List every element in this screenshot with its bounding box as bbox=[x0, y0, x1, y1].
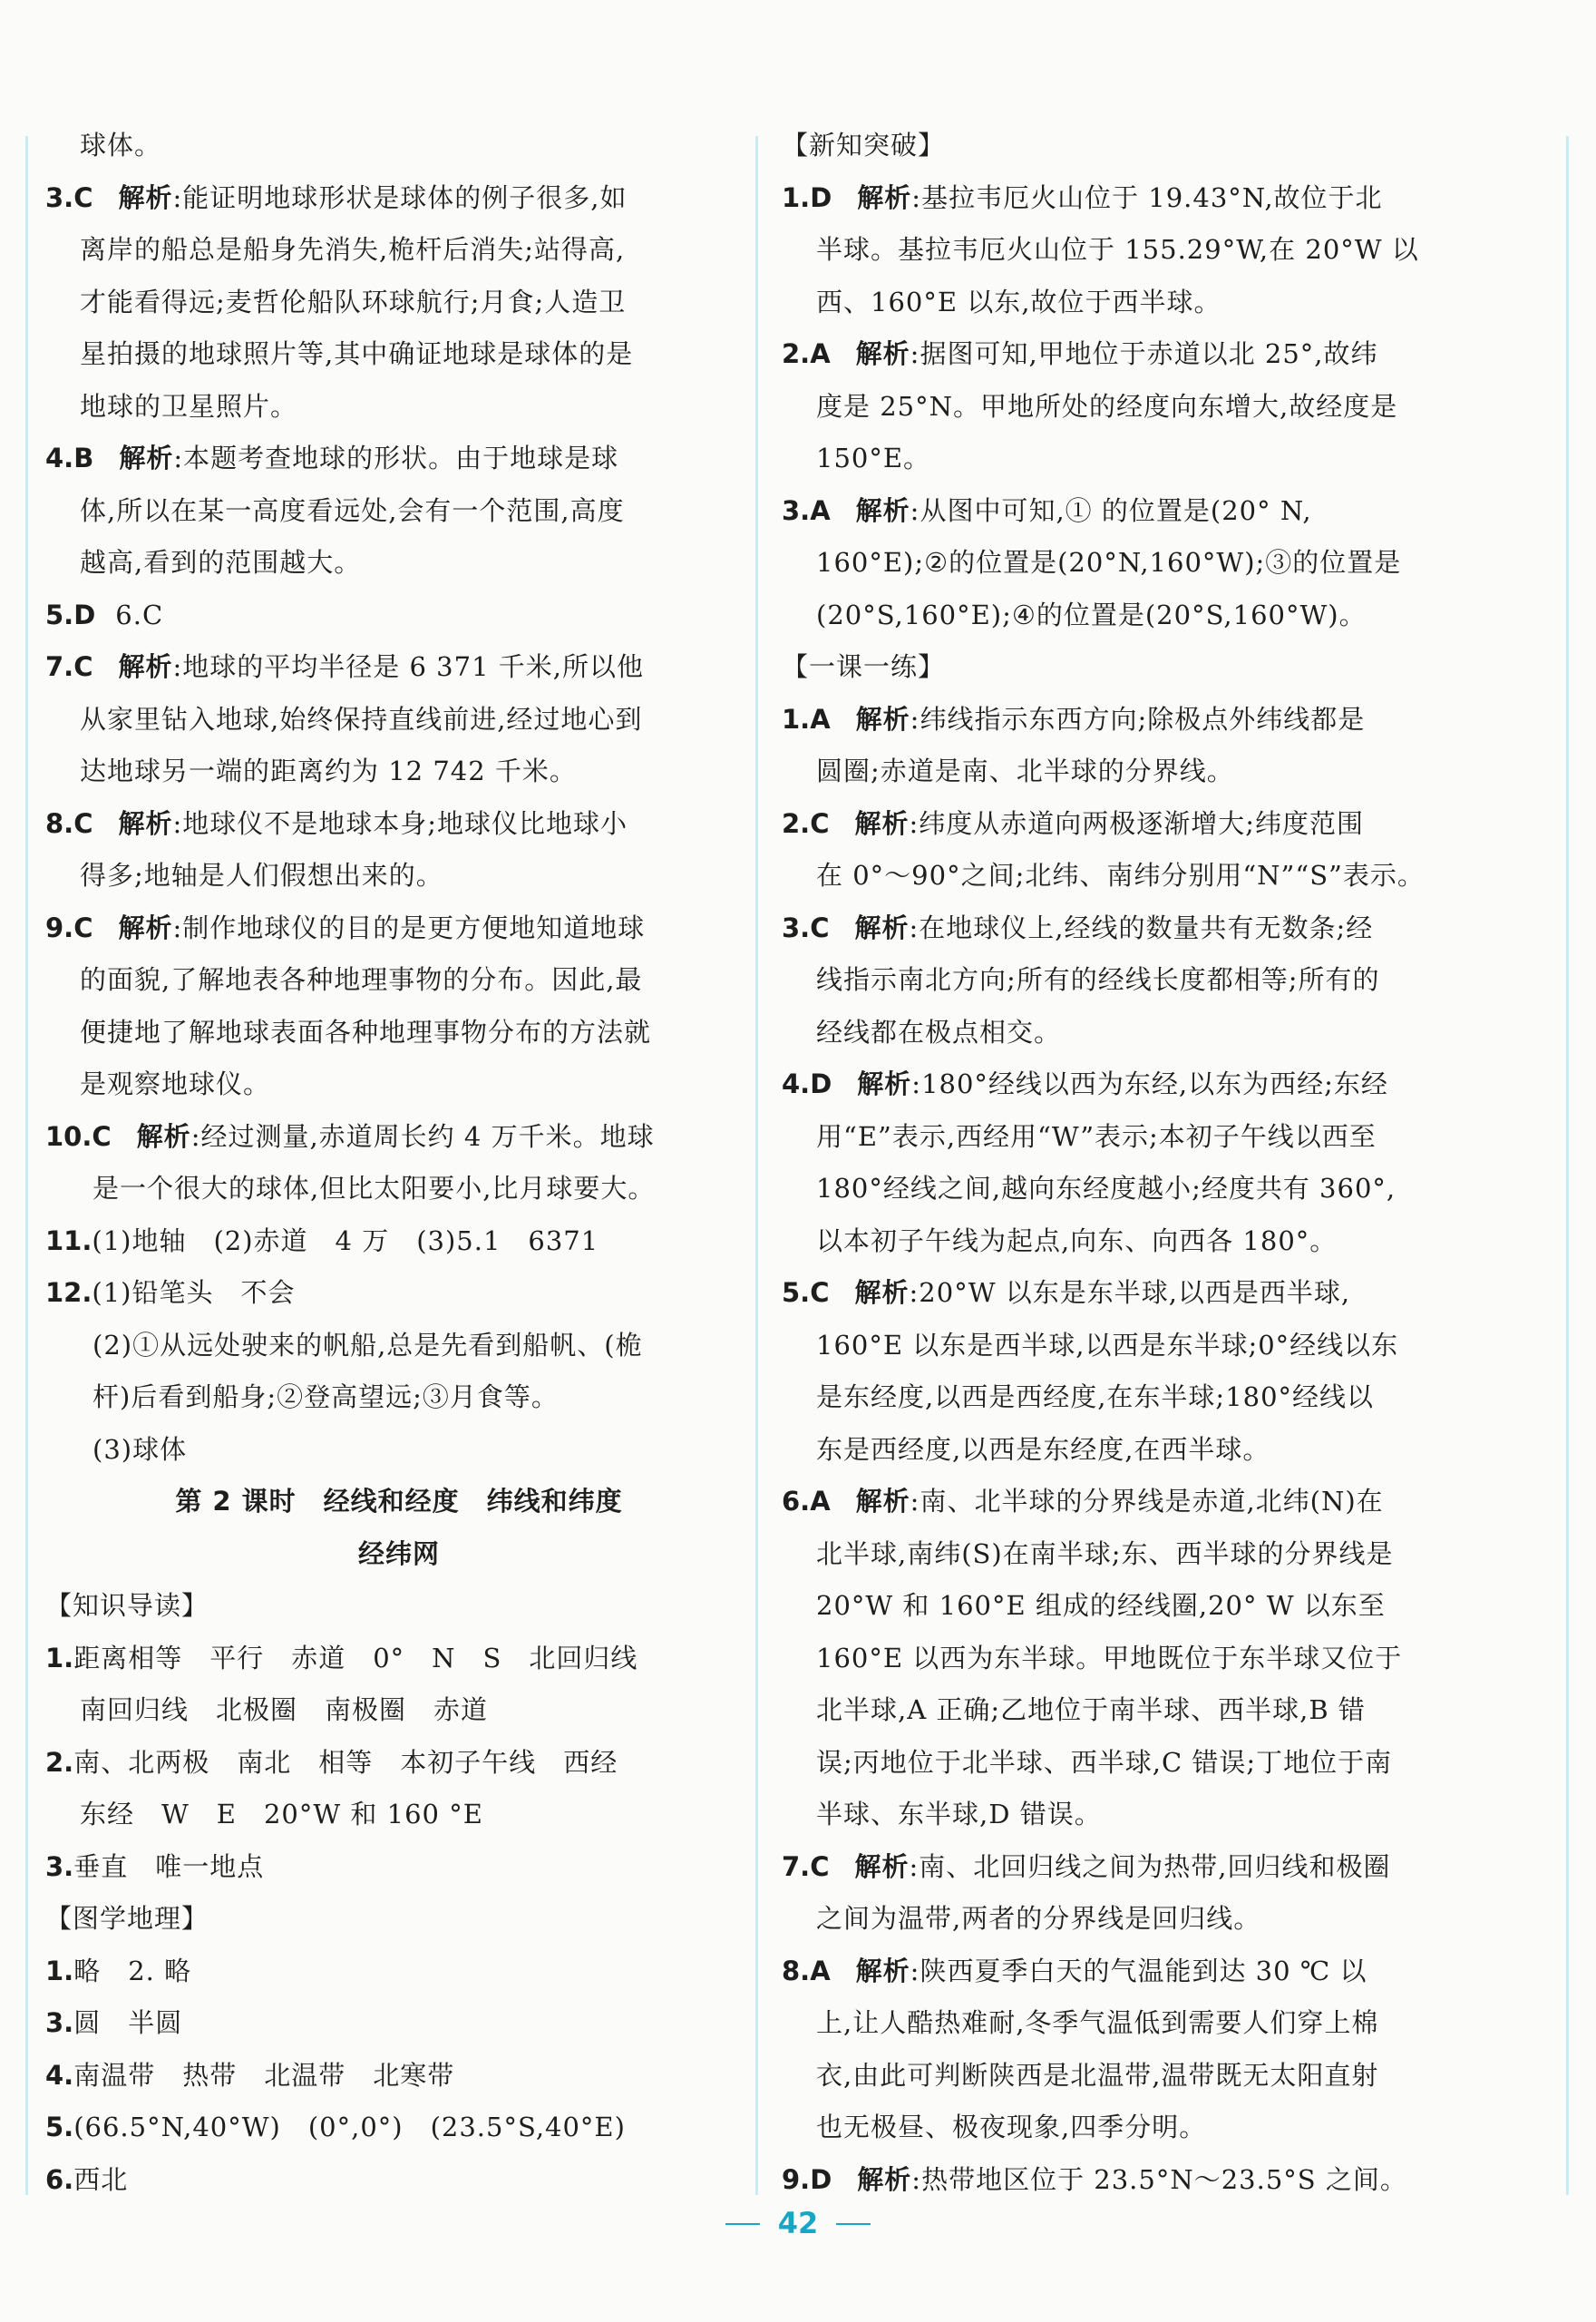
answer-choice: C bbox=[810, 1277, 830, 1308]
answer-item bbox=[782, 485, 1489, 538]
item-number: 3. bbox=[45, 2007, 74, 2038]
answer-choice: C bbox=[810, 807, 830, 839]
item-number: 3. bbox=[782, 912, 811, 943]
analysis-label: 解析 bbox=[854, 1850, 910, 1882]
answer-choice: C bbox=[810, 912, 830, 943]
answer-text: 略 2. 略 bbox=[73, 1955, 192, 1986]
answer-item bbox=[45, 1737, 753, 1790]
answer-continuation-line: 达地球另一端的距离约为 12 742 千米。 bbox=[80, 756, 577, 786]
answer-text: :纬线指示东西方向;除极点外纬线都是 bbox=[910, 703, 1366, 735]
answer-continuation-line: 150°E。 bbox=[816, 443, 931, 473]
analysis-label: 解析 bbox=[854, 912, 910, 943]
answer-text: 垂直 唯一地点 bbox=[73, 1850, 265, 1882]
answer-continuation-line: 杆)后看到船身;②登高望远;③月食等。 bbox=[92, 1381, 559, 1412]
answer-continuation-line: 半球。基拉韦厄火山位于 155.29°W,在 20°W 以 bbox=[816, 234, 1419, 265]
answer-choice: C bbox=[73, 912, 93, 943]
item-number: 1. bbox=[782, 703, 811, 735]
answer-item bbox=[782, 172, 1489, 225]
item-number: 4. bbox=[782, 1068, 811, 1099]
section-heading: 【新知突破】 bbox=[782, 130, 946, 161]
answer-continuation-line: 从家里钻入地球,始终保持直线前进,经过地心到 bbox=[80, 703, 643, 735]
answer-continuation-line: 160°E 以东是西半球,以西是东半球;0°经线以东 bbox=[816, 1329, 1399, 1361]
answer-item bbox=[782, 902, 1489, 955]
item-number: 2. bbox=[782, 807, 811, 839]
answer-item bbox=[782, 798, 1489, 851]
answer-item bbox=[45, 1841, 753, 1894]
answer-continuation-line: (2)①从远处驶来的帆船,总是先看到船帆、(桅 bbox=[92, 1329, 643, 1361]
answer-continuation-line: 便捷地了解地球表面各种地理事物分布的方法就 bbox=[80, 1016, 652, 1048]
answer-text: (1)地轴 (2)赤道 4 万 (3)5.1 6371 bbox=[92, 1224, 599, 1256]
answer-item bbox=[45, 1215, 753, 1268]
item-number: 1. bbox=[45, 1955, 74, 1986]
item-number: 8. bbox=[45, 807, 74, 839]
answer-continuation-line: 越高,看到的范围越大。 bbox=[80, 547, 362, 578]
item-number: 11. bbox=[45, 1224, 92, 1256]
answer-continuation-line: 160°E);②的位置是(20°N,160°W);③的位置是 bbox=[816, 547, 1402, 578]
item-number: 4. bbox=[45, 2059, 74, 2091]
section-heading: 【图学地理】 bbox=[45, 1903, 209, 1934]
answer-text: :能证明地球形状是球体的例子很多,如 bbox=[172, 181, 628, 213]
answer-continuation-line: 是东经度,以西是西经度,在东半球;180°经线以 bbox=[816, 1381, 1375, 1412]
item-number: 6. bbox=[45, 2163, 74, 2195]
answer-text: 6.C bbox=[115, 599, 164, 630]
answer-item bbox=[782, 1946, 1489, 1998]
answer-continuation-line: 半球、东半球,D 错误。 bbox=[816, 1799, 1102, 1829]
answer-text: :纬度从赤道向两极逐渐增大;纬度范围 bbox=[909, 807, 1365, 839]
answer-continuation-line: 北半球,南纬(S)在南半球;东、西半球的分界线是 bbox=[816, 1537, 1394, 1569]
answer-continuation-line: 东是西经度,以西是东经度,在西半球。 bbox=[816, 1433, 1270, 1465]
answer-item bbox=[45, 172, 753, 225]
answer-text: :据图可知,甲地位于赤道以北 25°,故纬 bbox=[910, 338, 1378, 369]
analysis-label: 解析 bbox=[854, 807, 910, 839]
answer-item bbox=[45, 433, 753, 485]
answer-choice: C bbox=[92, 1120, 112, 1152]
answer-continuation-line: 的面貌,了解地表各种地理事物的分布。因此,最 bbox=[80, 964, 643, 995]
answer-item bbox=[45, 2050, 753, 2102]
analysis-label: 解析 bbox=[857, 2163, 912, 2195]
answer-continuation-line: 160°E 以西为东半球。甲地既位于东半球又位于 bbox=[816, 1642, 1403, 1673]
answer-continuation-line: 星拍摄的地球照片等,其中确证地球是球体的是 bbox=[80, 338, 634, 369]
answer-choice: A bbox=[810, 494, 831, 526]
answer-text: 南、北两极 南北 相等 本初子午线 西经 bbox=[73, 1746, 618, 1778]
answer-text: :180°经线以西为东经,以东为西经;东经 bbox=[911, 1068, 1388, 1099]
answer-item bbox=[45, 2102, 753, 2154]
answer-item bbox=[45, 1946, 753, 1998]
section-heading: 【一课一练】 bbox=[782, 651, 946, 682]
answer-continuation-line: (20°S,160°E);④的位置是(20°S,160°W)。 bbox=[816, 599, 1367, 630]
item-number: 3. bbox=[45, 181, 74, 213]
analysis-label: 解析 bbox=[136, 1120, 191, 1152]
answer-choice: C bbox=[810, 1850, 830, 1882]
answer-continuation-line: 以本初子午线为起点,向东、向西各 180°。 bbox=[816, 1224, 1338, 1256]
left-margin-rule bbox=[25, 136, 28, 2195]
answer-continuation-line: 上,让人酷热难耐,冬季气温低到需要人们穿上棉 bbox=[816, 2007, 1379, 2038]
answer-continuation-line: 衣,由此可判断陕西是北温带,温带既无太阳直射 bbox=[816, 2059, 1379, 2091]
item-number: 5. bbox=[45, 2112, 74, 2142]
answer-choice: C bbox=[73, 807, 93, 839]
answer-continuation-line: 度是 25°N。甲地所处的经度向东增大,故经度是 bbox=[816, 390, 1398, 422]
answer-continuation-line: 北半球,A 正确;乙地位于南半球、西半球,B 错 bbox=[816, 1694, 1366, 1725]
answer-choice: D bbox=[73, 599, 96, 630]
lesson-title: 经纬网 bbox=[357, 1537, 440, 1569]
answer-item bbox=[782, 1476, 1489, 1528]
right-margin-rule bbox=[1566, 136, 1569, 2195]
answer-item bbox=[782, 1267, 1489, 1320]
answer-continuation-line: 才能看得远;麦哲伦船队环球航行;月食;人造卫 bbox=[80, 286, 627, 317]
answer-text: :地球仪不是地球本身;地球仪比地球小 bbox=[172, 807, 628, 839]
answer-item bbox=[45, 1111, 753, 1164]
item-number: 9. bbox=[782, 2163, 811, 2195]
answer-continuation-line: 东经 W E 20°W 和 160 °E bbox=[80, 1799, 483, 1829]
answer-continuation-line: 经线都在极点相交。 bbox=[816, 1016, 1062, 1048]
answer-continuation-line: (3)球体 bbox=[92, 1433, 188, 1465]
section-heading: 【知识导读】 bbox=[45, 1590, 209, 1621]
item-number: 10. bbox=[45, 1120, 92, 1152]
answer-choice: D bbox=[810, 1068, 832, 1099]
item-number: 1. bbox=[782, 181, 811, 213]
answer-item bbox=[45, 902, 753, 955]
answer-item bbox=[45, 1633, 753, 1685]
answer-continuation-line: 离岸的船总是船身先消失,桅杆后消失;站得高, bbox=[80, 234, 626, 265]
answer-choice: A bbox=[810, 338, 831, 369]
answer-item bbox=[45, 641, 753, 694]
item-number: 5. bbox=[782, 1277, 811, 1308]
answer-text: :20°W 以东是东半球,以西是西半球, bbox=[909, 1277, 1351, 1308]
answer-continuation-line: 之间为温带,两者的分界线是回归线。 bbox=[816, 1903, 1261, 1934]
footer-dash-right bbox=[836, 2223, 871, 2225]
answer-item bbox=[782, 1841, 1489, 1894]
answer-continuation-line: 得多;地轴是人们假想出来的。 bbox=[80, 860, 443, 891]
answer-text: :陕西夏季白天的气温能到达 30 ℃ 以 bbox=[910, 1955, 1367, 1986]
answer-text: :经过测量,赤道周长约 4 万千米。地球 bbox=[190, 1120, 655, 1152]
analysis-label: 解析 bbox=[118, 807, 173, 839]
answer-item bbox=[782, 2154, 1489, 2207]
answer-text: :南、北回归线之间为热带,回归线和极圈 bbox=[909, 1850, 1391, 1882]
answer-continuation-line: 用“E”表示,西经用“W”表示;本初子午线以西至 bbox=[816, 1120, 1377, 1152]
item-number: 2. bbox=[782, 338, 811, 369]
answer-continuation-line: 西、160°E 以东,故位于西半球。 bbox=[816, 286, 1221, 317]
lesson-title: 第 2 课时 经线和经度 纬线和纬度 bbox=[175, 1486, 623, 1517]
answer-text: :基拉韦厄火山位于 19.43°N,故位于北 bbox=[911, 181, 1383, 213]
answer-item bbox=[782, 1059, 1489, 1111]
page-footer bbox=[725, 2195, 871, 2249]
item-number: 9. bbox=[45, 912, 74, 943]
answer-continuation-line: 线指示南北方向;所有的经线长度都相等;所有的 bbox=[816, 964, 1380, 995]
answer-text: 南温带 热带 北温带 北寒带 bbox=[73, 2059, 455, 2091]
answer-item bbox=[45, 1997, 753, 2050]
item-number: 1. bbox=[45, 1642, 74, 1673]
answer-continuation-line: 球体。 bbox=[80, 130, 162, 161]
analysis-label: 解析 bbox=[119, 443, 174, 473]
analysis-label: 解析 bbox=[855, 1955, 910, 1986]
answer-item bbox=[45, 590, 753, 642]
answer-item bbox=[45, 1267, 753, 1320]
answer-continuation-line: 体,所以在某一高度看远处,会有一个范围,高度 bbox=[80, 494, 625, 526]
answer-text: (1)铅笔头 不会 bbox=[92, 1277, 296, 1308]
answer-choice: A bbox=[810, 1486, 831, 1517]
answer-text: :地球的平均半径是 6 371 千米,所以他 bbox=[172, 651, 644, 682]
answer-choice: C bbox=[73, 651, 93, 682]
answer-continuation-line: 南回归线 北极圈 南极圈 赤道 bbox=[80, 1694, 489, 1725]
answer-choice: A bbox=[810, 1955, 831, 1986]
item-number: 4. bbox=[45, 443, 74, 473]
analysis-label: 解析 bbox=[854, 1277, 910, 1308]
item-number: 3. bbox=[45, 1850, 74, 1882]
footer-dash-left bbox=[725, 2223, 760, 2225]
answer-item bbox=[45, 798, 753, 851]
answer-continuation-line: 在 0°～90°之间;北纬、南纬分别用“N”“S”表示。 bbox=[816, 860, 1425, 891]
item-number: 8. bbox=[782, 1955, 811, 1986]
answer-text: :热带地区位于 23.5°N～23.5°S 之间。 bbox=[911, 2163, 1407, 2195]
answer-choice: D bbox=[810, 2163, 832, 2195]
item-number: 12. bbox=[45, 1277, 92, 1308]
item-number: 5. bbox=[45, 599, 74, 630]
answer-text: :在地球仪上,经线的数量共有无数条;经 bbox=[909, 912, 1374, 943]
answer-text: 距离相等 平行 赤道 0° N S 北回归线 bbox=[73, 1642, 638, 1673]
answer-continuation-line: 是一个很大的球体,但比太阳要小,比月球要大。 bbox=[92, 1173, 656, 1204]
item-number: 7. bbox=[45, 651, 74, 682]
answer-item bbox=[782, 328, 1489, 381]
answer-item bbox=[45, 2154, 753, 2207]
analysis-label: 解析 bbox=[118, 912, 173, 943]
answer-text: :南、北半球的分界线是赤道,北纬(N)在 bbox=[910, 1486, 1384, 1517]
answer-choice: A bbox=[810, 703, 831, 735]
answer-continuation-line: 20°W 和 160°E 组成的经线圈,20° W 以东至 bbox=[816, 1590, 1386, 1621]
answer-continuation-line: 是观察地球仪。 bbox=[80, 1068, 271, 1099]
answer-continuation-line: 180°经线之间,越向东经度越小;经度共有 360°, bbox=[816, 1173, 1396, 1204]
answer-text: :从图中可知,① 的位置是(20° N, bbox=[910, 494, 1312, 526]
item-number: 6. bbox=[782, 1486, 811, 1517]
answer-choice: C bbox=[73, 181, 93, 213]
answer-text: :本题考查地球的形状。由于地球是球 bbox=[173, 443, 619, 473]
answer-text: 西北 bbox=[73, 2163, 129, 2195]
answer-text: (66.5°N,40°W) (0°,0°) (23.5°S,40°E) bbox=[73, 2112, 626, 2142]
answer-continuation-line: 也无极昼、极夜现象,四季分明。 bbox=[816, 2112, 1207, 2142]
answer-item bbox=[782, 694, 1489, 746]
answer-text: :制作地球仪的目的是更方便地知道地球 bbox=[172, 912, 646, 943]
analysis-label: 解析 bbox=[118, 181, 173, 213]
analysis-label: 解析 bbox=[855, 338, 910, 369]
answer-choice: B bbox=[73, 443, 94, 473]
answer-continuation-line: 圆圈;赤道是南、北半球的分界线。 bbox=[816, 756, 1234, 786]
analysis-label: 解析 bbox=[855, 1486, 910, 1517]
analysis-label: 解析 bbox=[118, 651, 173, 682]
right-column bbox=[782, 120, 1489, 2206]
item-number: 3. bbox=[782, 494, 811, 526]
analysis-label: 解析 bbox=[855, 494, 910, 526]
column-divider bbox=[755, 136, 758, 2195]
page-number: 42 bbox=[777, 2206, 819, 2240]
item-number: 7. bbox=[782, 1850, 811, 1882]
answer-text: 圆 半圆 bbox=[73, 2007, 183, 2038]
answer-continuation-line: 地球的卫星照片。 bbox=[80, 390, 298, 422]
left-column bbox=[45, 120, 753, 2206]
answer-continuation-line: 误;丙地位于北半球、西半球,C 错误;丁地位于南 bbox=[816, 1746, 1393, 1778]
analysis-label: 解析 bbox=[855, 703, 910, 735]
answer-choice: D bbox=[810, 181, 832, 213]
item-number: 2. bbox=[45, 1746, 74, 1778]
analysis-label: 解析 bbox=[857, 181, 912, 213]
analysis-label: 解析 bbox=[857, 1068, 912, 1099]
